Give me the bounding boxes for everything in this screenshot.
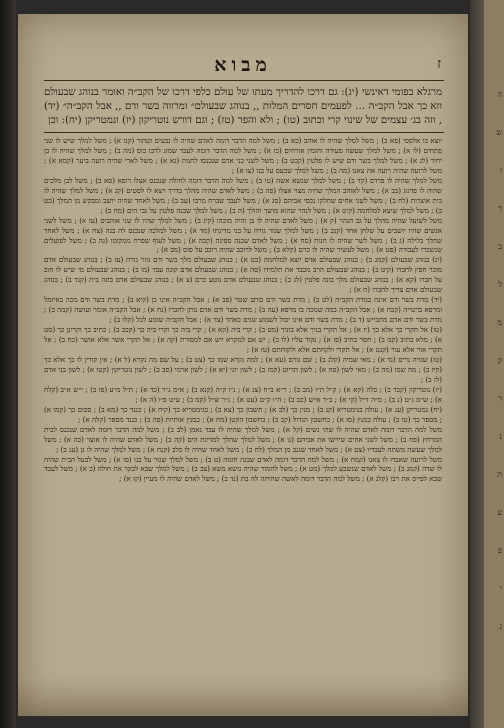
adjacent-page-fragment: מ [497, 318, 502, 327]
adjacent-page-fragment: נ [499, 432, 502, 441]
footnote-paragraph: (יג) בנוהג שבעולם (קמג ב) ; בנוהג שבעולם אדם יוצא למלחמה (כט א) ; בנוהג שבעולם מלך בשר ודם גוזר גזרה (עז ב) ; בנוהג שבעולם אדם מוכר חפץ לחברו (קיט ב) ; בנוהג שבעולם הרב מכבד את תלמידו (סה א) ; בנוהג שבעולם אדם קונה עבד (מו ב) ; בנוהג שבעולם מי שיש לו חוב על חברו (קא א) ; בנוהג שבעולם מלך בונה פלטין (לג ב) ; בנוהג שבעולם אדם נוטע כרם (צ א) ; בנוהג שבעולם אדם בונה בית (קנד ב) ; בנוהג שבעולם אדם צריך לחברו (ח א) ; [44, 255, 442, 295]
footnote-paragraph: יוצא בו אלפסי (פא ב) ; משל למלך שהיה לו אוהב (כא ב) ; משל למה הדבר דומה לאדם שהיה לו נבעים וטהור (קנז א) ; משל למלך שיש לו שני פתחים (לו א) ; משל למלך שעשה סעודה והזמין אורחים (כז א) ; משל למה הדבר דומה לעבד שמזג לרבו כוס (מה ב) ; משל למלך שהיה לו בן יחיד (לג א) ; משל למלך בשר ודם שיש לו פלטין (קכט ב) ; משל לשני בני אדם שנכנסו לחנות (נא א) ; משל לארי שהיה רועה ביער (קמא א) ; משל לרועה שהיה רועה את צאנו (מה ב) ; משל למלך שכעס על בנו (צו א) ; [44, 136, 442, 175]
adjacent-page-fragment: ב [498, 242, 502, 251]
footnote-paragraph: משל למלך שהיה לו פרדס (קד ב) ; משל למלך שנשא אשה (טו ב) ; משל למה הדבר דומה לחולה שנכנס אצלו רופא (סא ב) ; משל לבן מלכים שהיה לו פדגוג (כב א) ; משל לאוהב המלך שהיה מצוי אצלו (פה ב) ; משל לאדם שהיה מהלך בדרך ויצא לו לסטים (קג א) ; משל למלך שהיה לו בית אוצרות (לח ב) ; משל לשני אחים שחלקו נכסי אביהם (סג א) ; משל לעבד שברח מרבו (עב ב) ; משל לאחד שהיה יושב ומבקש מן המלך (כט ב) ; משל למלך שיצא למלחמה (קיט א) ; משל לנהר שהוא מושך והולך (ה ב) ; משל למלך שבנה פלטין על גבי הים (מח ב) ; [44, 175, 442, 215]
page-title: מבוא [214, 54, 272, 76]
page-bottom-shadow [18, 676, 468, 716]
footnote-paragraph: (טו) אל תקרי כך אלא כך (יז א) ; אל תקרי בניך אלא בוניך (מט ב) ; קרי ביה (קא א) ; קרי ביה כך וקרי ביה כך (קכב ב) ; כתיב כך וקרינן כך (סט א) ; מלא כתיב (קמ ב) ; חסר כתיב (פז א) ; נקוד עליו (לו ב) ; יש אם למקרא ויש אם למסורת (קה א) ; אל תקרי אשר אלא אושר (כח ב) ; אל תקרי אור אלא עור (קנט א) ; אל תקרי ולקחתם אלא ולקוחתם (טז א) ; [44, 325, 442, 355]
footnote-paragraph: משל לרועה שאבדו לו צאנו (קמח א) ; משל למה הדבר דומה לאדם שבנה חומה (ט ב) ; משל למלך שגזר על בנו (סו א) ; משל לבעל הבית שהיה לו שדה (קמג ב) ; משל לאדם שנשבע למלך (מט א) ; משל לחמור שהיה נושא משא (צב ב) ; משל למלך שבא לבקר את חולה (כ א) ; משל לעבד שבא לפייס את רבו (קלג א) ; משל למה הדבר דומה לאשה שהיתה לה בת (נד ב) ; משל לאדם שהיה לו מעיין (קז א) ; [44, 454, 442, 484]
adjacent-page-fragment: י [499, 584, 502, 593]
footnote-paragraph: (יד) מדת בשר ודם אינה כמדת הקב״ה (לט ב) ; מדת בשר ודם כותב שטר (פב א) ; אבל הקב״ה אינו כן (קיא ב) ; מדת בשר ודם מכה באיזמל ומרפא ברטייה (קכח א) ; אבל הקב״ה במה שמכה בו מרפא (עה ב) ; מדת בשר ודם אדם נותן לחברו (נח א) ; אבל הקב״ה אומר ועושה (קמה ב) ; מדת בשר ודם אדם מתבייש (ד ב) ; מדת בשר ודם אינו יכול לשמוע שנים כאחד (צד א) ; אבל הקב״ה שומע לכל (קלו ב) ; [44, 295, 442, 325]
footnote-paragraph: (יח) גמטריקן (עג א) ; עולה בגימטריא (קנ ב) ; מנין כך (לב א) ; חשבון כך (צא ב) ; בגימטריא כך (קיח א) ; כנגד כך (מא ב) ; סכום כך (קמו א) ; מספר כך (טו ב) ; עולה כמנין (סז א) ; בחשבון הגדול (קכ ב) ; בחשבון הקטן (מח א) ; כמנין אותיות (פה ב) ; כנגד מספר (קלה א) ; [44, 404, 442, 424]
footnote-separator [44, 132, 444, 133]
adjacent-page-fragment: פ [497, 546, 502, 555]
page-number: ז [437, 56, 441, 72]
footnote-paragraph: משל למה הדבר דומה לאדם שהיה לו שתי נשים (קל א) ; משל למלך שהיה לו עבד נאמן (לב ב) ; משל למה הדבר דומה לאדם שנכנס לבית המרחץ (פח ב) ; משל לשני אחים שירשו את אביהם (נו א) ; משל למלך שהלך למדינת הים (קה ב) ; משל לאדם שהיה לו אוצר (כה א) ; משל למלך שעשה משתה לעבדיו (צט א) ; משל לאחד שגנב מן המלך (לח ב) ; משל לאחד שהיה לו כלב (קנח א) ; משל למלך שהיה לו גן (עג ב) ; [44, 424, 442, 454]
adjacent-page-fragment: ה [497, 90, 502, 99]
adjacent-page-fragment: ו [499, 166, 502, 175]
book-binding-shadow [0, 0, 16, 728]
adjacent-page-fragment: ש [496, 128, 502, 137]
adjacent-page-fragment: ר [498, 394, 502, 403]
adjacent-page-fragment: ק [497, 356, 502, 365]
adjacent-page-fragment: ג [499, 622, 502, 631]
adjacent-page-edge [484, 0, 504, 728]
main-paragraph: מרגלא בפומי דאינשי (יג): גם דרכו להדריך מעתו של עולם כלפי דרכו של הקב״ה ואומר בנוהג שבעולם וזא כך אבל הקב״ה … לפעמים חסרים המלות ,, בנוהג שבעולם״ ומרווה בשר ודם ,, אבל הקב״ה״ (יד) , וזה בג׳ עצמים של שינוי קרי וכתוב (טו) ; ולא והפר (טז) ; וגם דורש נוטריקון (יז) וגמטריקן (יח): וכן [44, 87, 442, 126]
header-rule [44, 80, 444, 81]
running-head [18, 54, 468, 78]
adjacent-page-fragment: ל [498, 280, 502, 289]
book-page [18, 14, 468, 716]
adjacent-page-fragment: ת [497, 470, 502, 479]
footnote-paragraph: (יז) נוטריקון (קכד ב) ; כלה (קא א) ; ק״ל ת״ו (מב ב) ; ר״א ב״ח (צג א) ; נ״ו ק״ה (קנא ב) ; א״מ ג״ר (כד א) ; ת״ל מ״ע (פו ב) ; י״ש א״ב (קלח א) ; ש״מ נ״ט (נ ב) ; מ״ה ד״ל (קי א) ; ב״ר א״ש (כב ב) ; ה״ו ק״ם (עט א) ; נ״ר ש״ל (קמ ב) ; ע״ט פ״ו (ה א) ; [44, 384, 442, 404]
footnote-paragraph: (טז) שמיה גרים (נד א) ; מאי שמיה (קלג ב) ; שם גורם (עא א) ; למה נקרא שמו כך (צט ב) ; על שם מה נקרא (ל א) ; אין קורין לו כך אלא כך (קיז ב) ; מה שמו (מה ב) ; מאי לשון (פח א) ; לשון הדיוט (קמז ב) ; לשון יוני (יא א) ; לשון ארמי (סב ב) ; לשון נוטריקון (קטו א) ; לשון בני אדם (לז ב) ; [44, 354, 442, 384]
footnotes-block [44, 136, 442, 664]
footnote-paragraph: משל לשועל שהיה מהלך על גב הנהר (ק א) ; משל לאדם שהיה לו בן והיה מוכהו (קיג ב) ; משל למלך שהיו לו שני אוהבים (עז א) ; משל לשני אנשים שהיו יושבים על שלחן אחד (קנב ב) ; משל למלך שגזר גזרה על בני מדינתו (מד א) ; משל למלכה שנכנס לה בנה (צח א) ; משל לאחד שהלך בלילה (ג ב) ; משל לשר שהיה לו חנות (סח א) ; משל לאדם שבנה ספינה (קכה א) ; משל לעוף שפרח ממקומו (נה ב) ; משל לפועלים שנשכרו לעבודה (פט א) ; משל לעשיר שהיה לו כרם (קלא ב) ; משל לרוכב שהיה רוכב על סוס (מב א) ; [44, 215, 442, 255]
adjacent-page-fragment: ד [498, 204, 502, 213]
adjacent-page-fragment: ע [497, 508, 502, 517]
